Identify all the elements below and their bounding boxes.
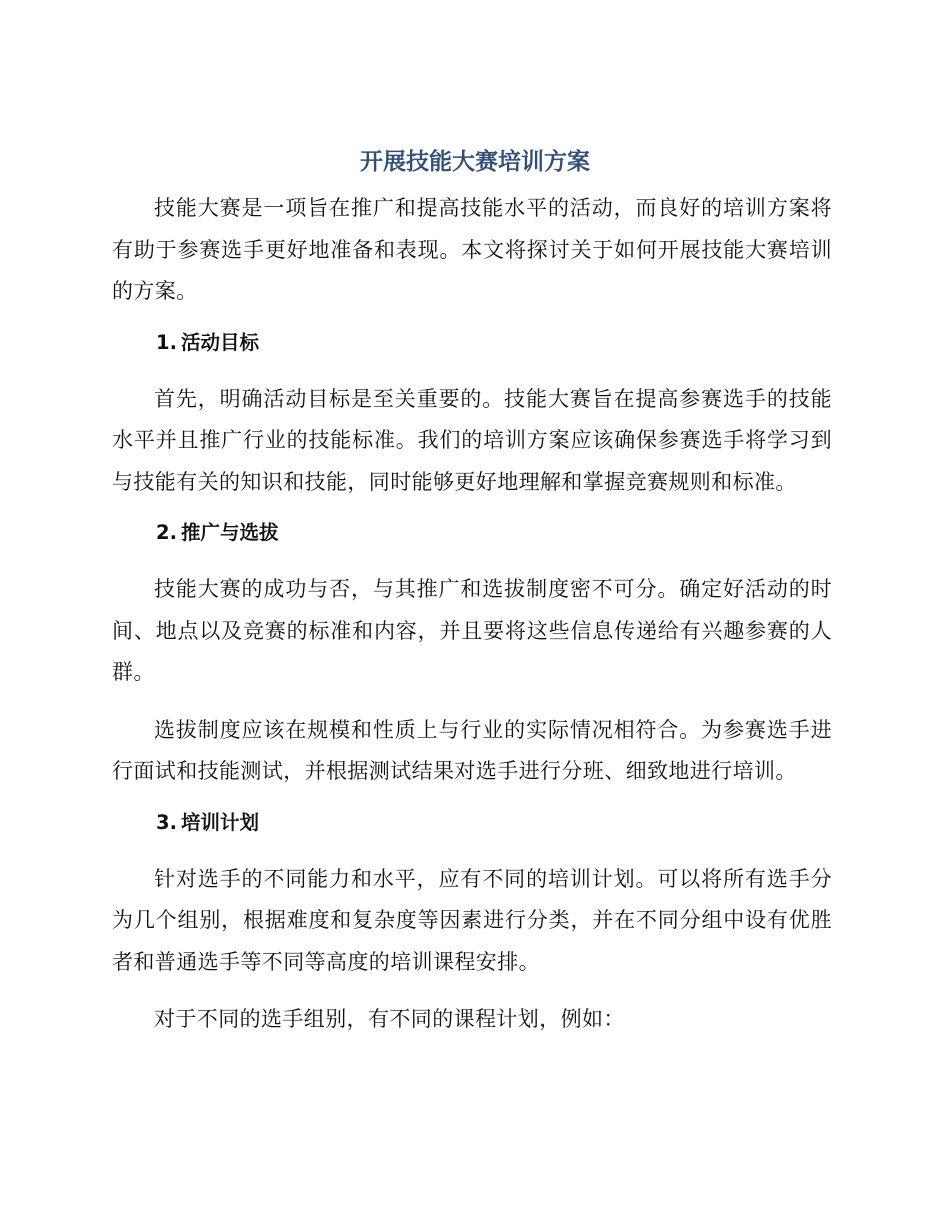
document-title: 开展技能大赛培训方案 <box>360 149 590 175</box>
document-body <box>112 188 832 1057</box>
section-number: 3. <box>156 810 177 834</box>
section-heading-activity-goals <box>156 329 832 357</box>
section-number: 1. <box>156 330 177 354</box>
section-title: 活动目标 <box>180 330 259 354</box>
section-heading-promotion-selection <box>156 519 832 547</box>
section-title: 推广与选拔 <box>180 521 279 544</box>
section-title: 培训计划 <box>180 810 259 834</box>
section-paragraph: 技能大赛的成功与否，与其推广和选拔制度密不可分。确定好活动的时间、地点以及竞赛的标准和内容，并且要将这些信息传递给有兴趣参赛的人群。 <box>112 577 832 684</box>
section-paragraph: 对于不同的选手组别，有不同的课程计划，例如： <box>154 1007 625 1031</box>
section-number: 2. <box>156 521 177 544</box>
section-heading-training-plan <box>156 809 832 837</box>
section-paragraph: 首先，明确活动目标是至关重要的。技能大赛旨在提高参赛选手的技能水平并且推广行业的技能标准。我们的培训方案应该确保参赛选手将学习到与技能有关的知识和技能，同时能够更好地理解和掌握竞赛规则和标准。 <box>112 386 832 494</box>
section-paragraph: 选拔制度应该在规模和性质上与行业的实际情况相符合。为参赛选手进行面试和技能测试，并根据测试结果对选手进行分班、细致地进行培训。 <box>112 717 832 783</box>
section-paragraph: 针对选手的不同能力和水平，应有不同的培训计划。可以将所有选手分为几个组别，根据难度和复杂度等因素进行分类，并在不同分组中设有优胜者和普通选手等不同等高度的培训课程安排。 <box>112 866 832 974</box>
intro-paragraph: 技能大赛是一项旨在推广和提高技能水平的活动，而良好的培训方案将有助于参赛选手更好地准备和表现。本文将探讨关于如何开展技能大赛培训的方案。 <box>112 196 832 303</box>
